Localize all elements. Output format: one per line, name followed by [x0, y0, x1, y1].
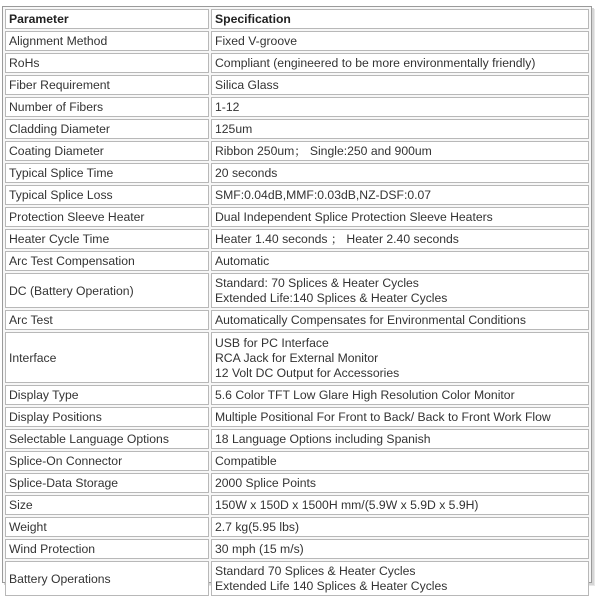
table-row — [5, 53, 589, 73]
specification-cell — [211, 429, 589, 449]
parameter-cell: Splice-On Connector — [5, 451, 209, 471]
parameter-cell: Interface — [5, 332, 209, 383]
parameter-cell: Cladding Diameter — [5, 119, 209, 139]
table-row — [5, 310, 589, 330]
specification-line: Silica Glass — [215, 78, 279, 92]
specification-line: Standard: 70 Splices & Heater Cycles — [215, 276, 419, 290]
specification-cell — [211, 517, 589, 537]
table-row — [5, 251, 589, 271]
parameter-cell: Wind Protection — [5, 539, 209, 559]
table-row — [5, 163, 589, 183]
specification-line: 1-12 — [215, 100, 240, 114]
parameter-cell: Typical Splice Loss — [5, 185, 209, 205]
specification-cell — [211, 207, 589, 227]
table-row — [5, 407, 589, 427]
table-row — [5, 119, 589, 139]
parameter-cell: Coating Diameter — [5, 141, 209, 161]
specification-cell — [211, 97, 589, 117]
table-row — [5, 97, 589, 117]
parameter-cell: Battery Operations — [5, 561, 209, 596]
specification-cell — [211, 119, 589, 139]
specification-line: Multiple Positional For Front to Back/ Back to Front Work Flow — [215, 410, 551, 424]
specification-cell — [211, 495, 589, 515]
specification-cell — [211, 185, 589, 205]
specification-line: RCA Jack for External Monitor — [215, 350, 379, 365]
parameter-cell: DC (Battery Operation) — [5, 273, 209, 308]
specification-line: 150W x 150D x 1500H mm/(5.9W x 5.9D x 5.9H) — [215, 498, 479, 512]
parameter-cell: Fiber Requirement — [5, 75, 209, 95]
parameter-cell: Protection Sleeve Heater — [5, 207, 209, 227]
specification-line: Standard 70 Splices & Heater Cycles — [215, 564, 416, 578]
table-row — [5, 207, 589, 227]
specification-line: 18 Language Options including Spanish — [215, 432, 431, 446]
specification-line: 2.7 kg(5.95 lbs) — [215, 520, 300, 534]
specification-cell — [211, 539, 589, 559]
table-row — [5, 385, 589, 405]
specification-line: Automatic — [215, 254, 270, 268]
table-row — [5, 451, 589, 471]
specification-cell — [211, 385, 589, 405]
specification-cell — [211, 473, 589, 493]
table-row — [5, 229, 589, 249]
parameter-cell: Weight — [5, 517, 209, 537]
parameter-cell: Number of Fibers — [5, 97, 209, 117]
table-row — [5, 539, 589, 559]
spec-table-container — [2, 6, 592, 593]
parameter-cell: Heater Cycle Time — [5, 229, 209, 249]
parameter-cell: RoHs — [5, 53, 209, 73]
table-row — [5, 31, 589, 51]
specification-line: 30 mph (15 m/s) — [215, 542, 304, 556]
parameter-cell: Display Type — [5, 385, 209, 405]
specification-line: 2000 Splice Points — [215, 476, 316, 490]
specification-line: Extended Life:140 Splices & Heater Cycles — [215, 291, 448, 305]
parameter-cell: Typical Splice Time — [5, 163, 209, 183]
specification-line: Compliant (engineered to be more environmentally friendly) — [215, 56, 536, 70]
parameter-cell: Size — [5, 495, 209, 515]
parameter-cell: Arc Test — [5, 310, 209, 330]
specification-line: Compatible — [215, 454, 277, 468]
specification-line: Automatically Compensates for Environmental Conditions — [215, 313, 526, 327]
parameter-cell: Alignment Method — [5, 31, 209, 51]
table-row — [5, 429, 589, 449]
specification-cell — [211, 310, 589, 330]
specification-cell — [211, 332, 589, 383]
header-parameter: Parameter — [5, 9, 209, 29]
table-row — [5, 517, 589, 537]
specification-cell — [211, 229, 589, 249]
header-specification: Specification — [211, 9, 589, 29]
specification-cell — [211, 561, 589, 596]
specification-cell — [211, 163, 589, 183]
specification-line: SMF:0.04dB,MMF:0.03dB,NZ-DSF:0.07 — [215, 188, 432, 202]
table-row — [5, 495, 589, 515]
table-row — [5, 273, 589, 308]
parameter-cell: Arc Test Compensation — [5, 251, 209, 271]
specification-line: Dual Independent Splice Protection Sleeve Heaters — [215, 210, 493, 224]
specification-cell — [211, 273, 589, 308]
specification-cell — [211, 251, 589, 271]
specification-line: 125um — [215, 122, 253, 136]
table-header-row — [5, 9, 589, 29]
specification-cell — [211, 141, 589, 161]
table-body — [5, 9, 589, 596]
parameter-cell: Display Positions — [5, 407, 209, 427]
specification-cell — [211, 53, 589, 73]
specification-line: Ribbon 250um； Single:250 and 900um — [215, 144, 432, 158]
specification-cell — [211, 31, 589, 51]
table-row — [5, 561, 589, 596]
specification-cell — [211, 407, 589, 427]
table-row — [5, 185, 589, 205]
specification-line: Extended Life 140 Splices & Heater Cycles — [215, 579, 448, 593]
table-row — [5, 75, 589, 95]
table-row — [5, 473, 589, 493]
parameter-cell: Selectable Language Options — [5, 429, 209, 449]
parameter-cell: Splice-Data Storage — [5, 473, 209, 493]
specification-cell — [211, 451, 589, 471]
specification-line: USB for PC Interface — [215, 335, 329, 350]
table-row — [5, 141, 589, 161]
table-row — [5, 332, 589, 383]
specification-line: 12 Volt DC Output for Accessories — [215, 365, 400, 380]
specification-line: 20 seconds — [215, 166, 278, 180]
specification-line: Fixed V-groove — [215, 34, 297, 48]
specification-line: 5.6 Color TFT Low Glare High Resolution Color Monitor — [215, 388, 515, 402]
specification-cell — [211, 75, 589, 95]
specification-table — [3, 7, 591, 598]
specification-line: Heater 1.40 seconds ； Heater 2.40 seconds — [215, 232, 459, 246]
